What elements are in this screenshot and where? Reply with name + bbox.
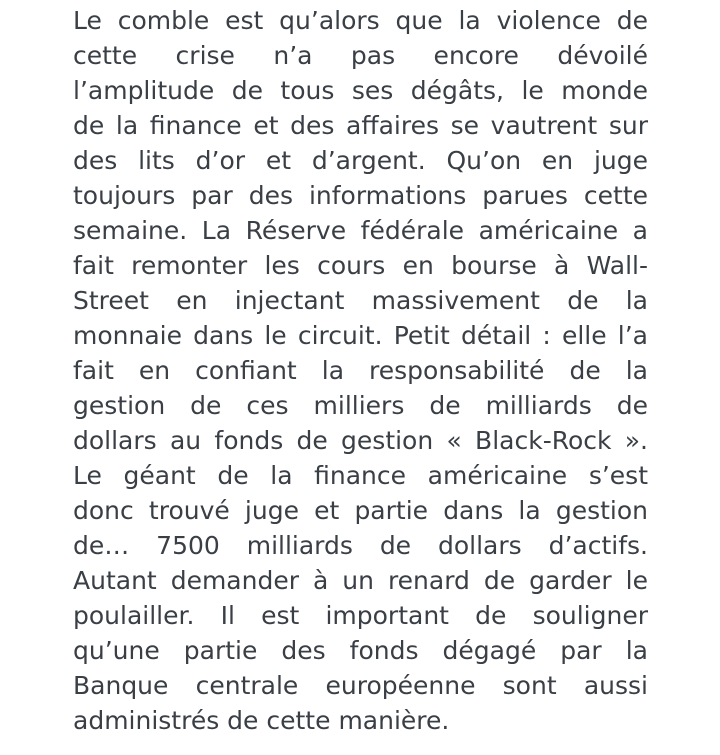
text-line: de… 7500 milliards de dollars d’actifs. (73, 531, 648, 560)
text-line: l’amplitude de tous ses dégâts, le monde (73, 76, 648, 105)
text-line: donc trouvé juge et partie dans la gestion (73, 496, 648, 525)
text-line: dollars au fonds de gestion « Black-Rock ». (73, 426, 648, 455)
text-line: poulailler. Il est important de souligner (73, 601, 648, 630)
text-line: de la finance et des affaires se vautrent sur (73, 111, 648, 140)
text-line: Le comble est qu’alors que la violence de (73, 6, 648, 35)
text-line: Le géant de la finance américaine s’est (73, 461, 648, 490)
text-line: fait remonter les cours en bourse à Wall- (73, 251, 648, 280)
text-line: gestion de ces milliers de milliards de (73, 391, 648, 420)
text-line: Street en injectant massivement de la (73, 286, 648, 315)
text-line: administrés de cette manière. (73, 706, 450, 735)
text-line: Banque centrale européenne sont aussi (73, 671, 648, 700)
article-paragraph (73, 3, 648, 738)
text-line: cette crise n’a pas encore dévoilé (73, 41, 648, 70)
text-line: toujours par des informations parues cette (73, 181, 648, 210)
text-line: monnaie dans le circuit. Petit détail : elle l’a (73, 321, 648, 350)
text-line: qu’une partie des fonds dégagé par la (73, 636, 648, 665)
text-line: fait en confiant la responsabilité de la (73, 356, 648, 385)
text-line: semaine. La Réserve fédérale américaine a (73, 216, 648, 245)
text-line: Autant demander à un renard de garder le (73, 566, 648, 595)
text-line: des lits d’or et d’argent. Qu’on en juge (73, 146, 648, 175)
